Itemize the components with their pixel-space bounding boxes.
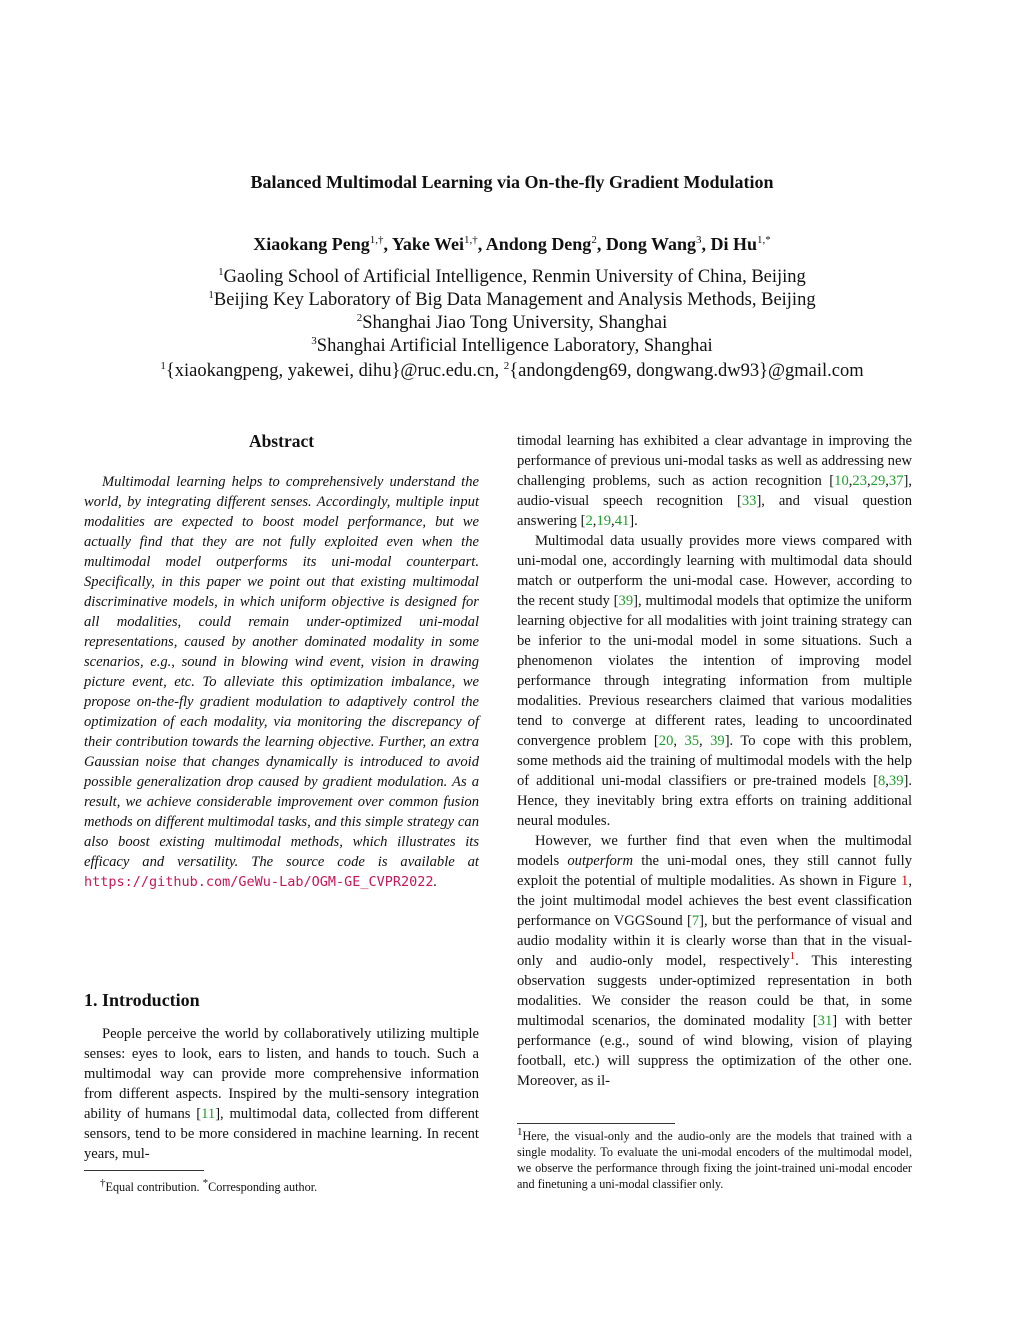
intro-text: , the joint multimodal model achieves the best event classification performance on VGGSound [ bbox=[517, 873, 912, 929]
author-name: Xiaokang Peng bbox=[253, 234, 370, 254]
footnote-1: $^1$Here, the visual-only and the audio-only are the models that trained with a single modality. To evaluate the uni-modal encoders of the multimodal model, we observe the performance through fixing the joint-trained uni-modal encoder and finetuning a uni-modal classifier only. bbox=[517, 1125, 912, 1191]
author-name: Yake Wei bbox=[391, 234, 465, 254]
intro-paragraph-continued: timodal learning has exhibited a clear advantage in improving the performance of previous uni-modal tasks as well as addressing new challenging problems, such as action recognition [10,23,29,37], audio-visual speech recognition [33], and visual question answering [2,19,41]. bbox=[517, 433, 912, 529]
email-sup: 2 bbox=[503, 359, 510, 372]
intro-paragraph bbox=[84, 1024, 479, 1164]
intro-text: ]. To cope with this problem, some methods aid the training of multimodal models with the help of additional uni-modal classifiers or pre-trained models [ bbox=[517, 733, 913, 789]
author-affil-sup: 2 bbox=[591, 234, 597, 246]
citation-link[interactable]: 35 bbox=[684, 733, 700, 749]
affiliation-sup: 2 bbox=[356, 311, 363, 324]
intro-paragraph bbox=[517, 831, 912, 1091]
affiliation-text: Gaoling School of Artificial Intelligence, Renmin University of China, Beijing bbox=[223, 267, 806, 287]
author-name: Di Hu bbox=[710, 234, 758, 254]
affiliation-text: Shanghai Artificial Intelligence Laboratory, Shanghai bbox=[316, 336, 713, 356]
intro-text: timodal learning has exhibited a clear advantage in improving the performance of previous uni-modal tasks as well as addressing new challenging problems, such as action recognition [ bbox=[517, 433, 912, 489]
author-affil-sup: 1,* bbox=[757, 234, 771, 246]
citation-link[interactable]: 39 bbox=[710, 733, 725, 749]
intro-text: People perceive the world by collaboratively utilizing multiple senses: eyes to look, ears to listen, and hands to touch. Such a multimodal way can provide more comprehensive information from different aspects. Inspired by the multi-sensory integration ability of humans [ bbox=[84, 1026, 479, 1122]
affiliation-line bbox=[0, 266, 1024, 289]
author-affil-sup: 3 bbox=[696, 234, 702, 246]
intro-text: ], but the performance of visual and audio modality within it is clearly worse than that in the visual-only and audio-only model, respectively bbox=[517, 913, 912, 969]
author-name: Andong Deng bbox=[485, 234, 592, 254]
citation-link[interactable]: 20 bbox=[658, 733, 674, 749]
author-name: Dong Wang bbox=[605, 234, 697, 254]
affiliation-line bbox=[0, 312, 1024, 335]
author-sep: , bbox=[596, 234, 606, 254]
author-sep: , bbox=[383, 234, 392, 254]
intro-text: ], and visual question answering [ bbox=[517, 493, 912, 529]
affiliation-line bbox=[0, 289, 1024, 312]
intro-text: ], audio-visual speech recognition [ bbox=[517, 473, 912, 509]
footnote-rule bbox=[84, 1170, 204, 1171]
intro-text: ]. bbox=[629, 513, 638, 529]
paper-title: Balanced Multimodal Learning via On-the-fly Gradient Modulation bbox=[250, 172, 774, 192]
email-text: {xiaokangpeng, yakewei, dihu}@ruc.edu.cn, bbox=[165, 361, 504, 381]
intro-paragraph: Multimodal data usually provides more views compared with uni-modal one, accordingly learning with multimodal data should match or outperform the uni-modal case. However, according to the recent study [39], multimodal models that optimize the uniform learning objective for all modalities with joint training strategy can be inferior to the uni-modal model in some situations. Such a phenomenon violates the intention of improving model performance through integrating information from multiple modalities. Previous researchers claimed that various modalities tend to converge at different rates, leading to uncoordinated convergence problem [20, 35, 39]. To cope with this problem, some methods aid the training of multimodal models with the help of additional uni-modal classifiers or pre-trained models [8,39]. Hence, they inevitably bring extra efforts on training additional neural modules. bbox=[517, 533, 913, 829]
figure-ref-link[interactable]: 1 bbox=[901, 873, 909, 889]
intro-text: ], multimodal models that optimize the uniform learning objective for all modalities with joint training strategy can be inferior to the uni-modal model in some situations. Such a phenomenon violates the intention of improving model performance through integrating information from multiple modalities. Previous researchers claimed that various modalities tend to converge at different rates, leading to uncoordinated convergence problem [ bbox=[517, 593, 913, 749]
email-text: {andongdeng69, dongwang.dw93}@gmail.com bbox=[509, 361, 864, 381]
affiliation-sup: 3 bbox=[311, 334, 317, 347]
intro-right-column bbox=[517, 431, 912, 1091]
citation-link[interactable]: 41 bbox=[614, 513, 630, 529]
intro-text: ] with better performance (e.g., sound of wind blowing, vision of playing football, etc.) will suppress the optimization of the other one. Moreover, as il- bbox=[517, 1013, 912, 1089]
citation-link[interactable]: 37 bbox=[888, 473, 904, 489]
intro-text: However, we further find that even when the multimodal models bbox=[517, 833, 912, 869]
intro-text: Multimodal data usually provides more views compared with uni-modal one, accordingly learning with multimodal data should match or outperform the uni-modal case. However, according to the recent study [ bbox=[517, 533, 912, 609]
affiliation-text: Beijing Key Laboratory of Big Data Management and Analysis Methods, Beijing bbox=[213, 290, 816, 310]
footnote-ref-link[interactable]: 1 bbox=[789, 950, 796, 963]
author-sep: , bbox=[701, 234, 711, 254]
author-affil-sup: 1,† bbox=[369, 234, 384, 246]
abstract-text-end: . bbox=[433, 874, 438, 890]
author-sep: , bbox=[477, 234, 486, 254]
citation-link[interactable]: 39 bbox=[618, 593, 634, 609]
intro-text: . This interesting observation suggests under-optimized representation in both modalities. We consider the reason could be that, in some multimodal scenarios, the dominated modality [ bbox=[517, 953, 913, 1029]
citation-link[interactable]: 23 bbox=[852, 473, 867, 489]
citation-link[interactable]: 10 bbox=[834, 473, 849, 489]
intro-left-column bbox=[84, 1024, 479, 1164]
author-affil-sup: 1,† bbox=[464, 234, 478, 246]
citation-link[interactable]: 31 bbox=[817, 1013, 833, 1029]
abstract-body bbox=[84, 472, 479, 892]
affiliation-line bbox=[0, 335, 1024, 358]
affiliation-sup: 1 bbox=[218, 265, 224, 278]
footnote-rule-right bbox=[517, 1123, 675, 1124]
citation-link[interactable]: 29 bbox=[870, 473, 886, 489]
email-line bbox=[0, 360, 1024, 383]
citation-link[interactable]: 7 bbox=[691, 913, 700, 929]
intro-text: ]. Hence, they inevitably bring extra efforts on training additional neural modules. bbox=[517, 773, 912, 829]
emphasis-outperform: outperform bbox=[567, 853, 634, 869]
abstract-text: Multimodal learning helps to comprehensively understand the world, by integrating different senses. Accordingly, multiple input modalities are expected to boost model performance, but we actually find that they are not fully exploited even when the multimodal model outperforms its uni-modal counterpart. Specifically, in this paper we point out that existing multimodal discriminative models, in which uniform objective is designed for all modalities, could remain under-optimized uni-modal representations, caused by another dominated modality in some scenarios, e.g., sound in blowing wind event, vision in drawing picture event, etc. To alleviate this optimization imbalance, we propose on-the-fly gradient modulation to adaptively control the optimization of each modality, via monitoring the discrepancy of their contribution towards the learning objective. Further, an extra Gaussian noise that changes dynamically is introduced to avoid possible generalization drop caused by gradient modulation. As a result, we achieve considerable improvement over common fusion methods on different multimodal tasks, and this simple strategy can also boost existing multimodal methods, which illustrates its efficacy and versatility. The source code is available at bbox=[84, 474, 479, 870]
affiliation-sup: 1 bbox=[208, 288, 214, 301]
intro-text: ], multimodal data, collected from different sensors, tend to be more considered in machine learning. In recent years, mul- bbox=[84, 1106, 479, 1162]
citation-link[interactable]: 39 bbox=[888, 773, 904, 789]
affiliation-text: Shanghai Jiao Tong University, Shanghai bbox=[362, 313, 668, 333]
abstract-heading: Abstract bbox=[248, 431, 315, 451]
intro-text: the uni-modal ones, they still cannot fully exploit the potential of multiple modalities. As shown in Figure bbox=[517, 853, 912, 889]
citation-link[interactable]: 33 bbox=[741, 493, 757, 509]
citation-link[interactable]: 2 bbox=[585, 513, 593, 529]
citation-link[interactable]: 19 bbox=[596, 513, 612, 529]
citation-link[interactable]: 8 bbox=[877, 773, 886, 789]
source-code-link[interactable]: https://github.com/GeWu-Lab/OGM-GE_CVPR2022 bbox=[84, 874, 434, 890]
author-list bbox=[0, 234, 1024, 255]
section-heading-introduction: 1. Introduction bbox=[84, 990, 200, 1010]
citation-link[interactable]: 11 bbox=[201, 1106, 216, 1122]
footnote-equal-contribution: †Equal contribution. *Corresponding author. bbox=[100, 1176, 318, 1194]
email-sup: 1 bbox=[160, 359, 166, 372]
